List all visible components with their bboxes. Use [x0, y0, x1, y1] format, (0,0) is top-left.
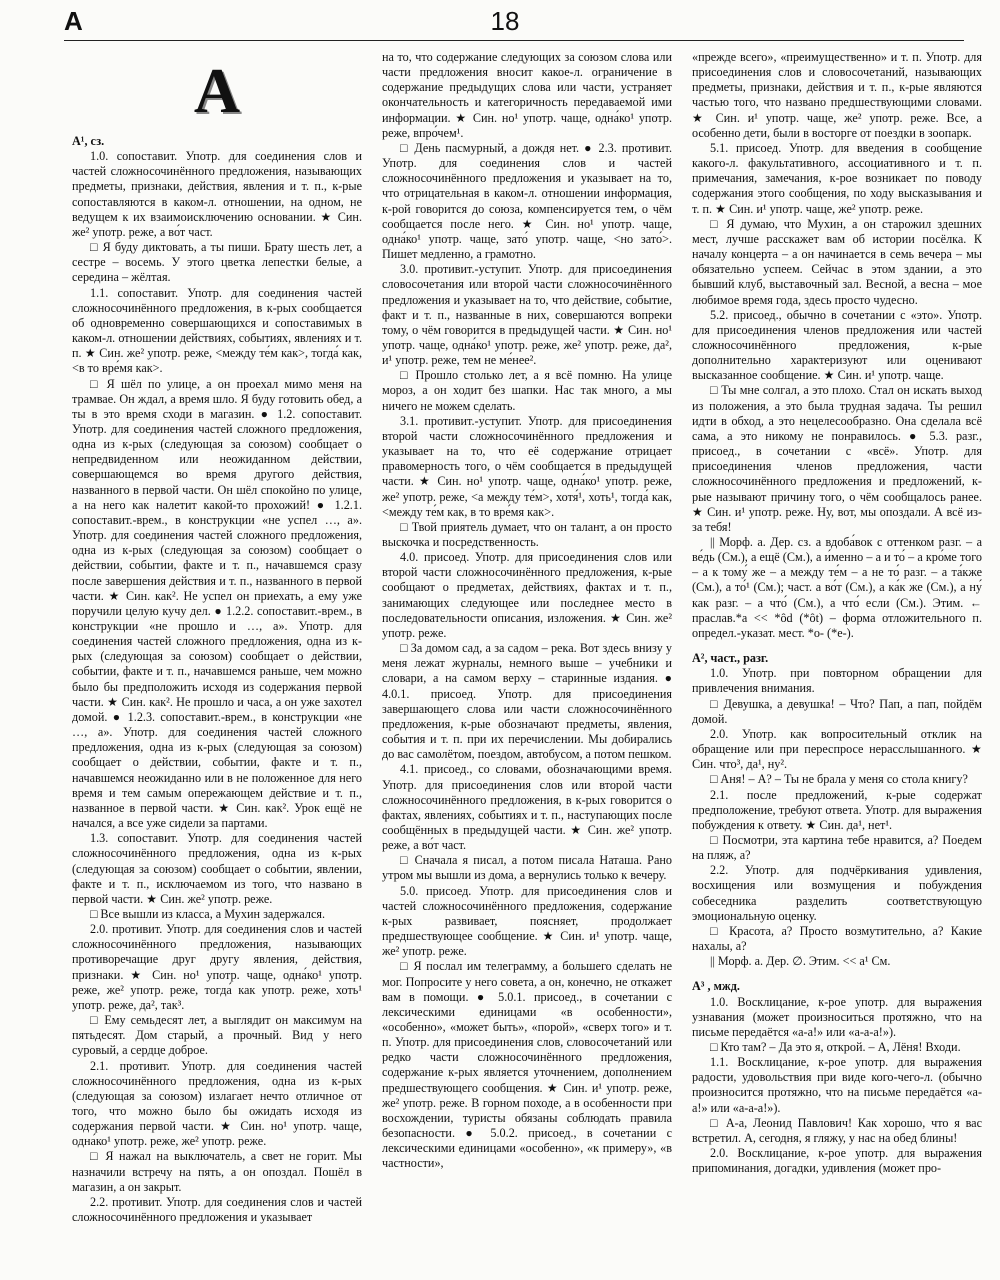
entry-paragraph: □ Твой приятель думает, что он талант, а он просто выскочка и посредственность. — [382, 519, 672, 549]
entry-paragraph: || Морф. а. Дер. сз. а вдоба́вок с оттенком разг. – а ве́дь (См.), а ещё (См.), а и́менно – а и то́ – а кро́ме того – а к тому́ же – а между те́м – а не то́ разг. – а та́кже (См.), а то́¹ (См.); част. а во́т (См.), а ка́к же (См.), а ну́ как разг. – а что́ (См.), а что́ если (См.). Этим. ← праслав.*а << *ôd (*ôt) – форма отложительного п. определ.-указат. мест. *о- (*е-). — [692, 535, 982, 640]
entry-paragraph: 1.0. Восклицание, к-рое употр. для выражения узнавания (может произноситься протяжно, что на письме передаётся «а-а!» или «а-а-а!»). — [692, 994, 982, 1039]
entry-paragraph: 4.1. присоед., со словами, обозначающими время. Употр. для присоединения слов или второй части сложносочинённого предложения, в к-рых говорится о фактах, явлениях, событиях и т. п., наступающих после сообщённых в предыдущей части. ★ Син. же² употр. реже, а во́т част. — [382, 762, 672, 853]
page-header — [0, 0, 1000, 42]
entry-paragraph: || Морф. а. Дер. ∅. Этим. << а¹ См. — [710, 954, 891, 969]
entry-headword: А¹, сз. — [72, 134, 105, 148]
running-head-letter: А — [64, 6, 83, 36]
dictionary-columns — [72, 50, 982, 1272]
header-rule — [64, 40, 964, 41]
entry-paragraph: □ Все вышли из класса, а Мухин задержался. — [90, 906, 326, 921]
entry-paragraph: □ Сначала я писал, а потом писала Наташа. Рано утром мы вышли из дома, а вернулись только к вечеру. — [382, 853, 672, 883]
entry-separator — [692, 969, 982, 979]
entry-paragraph: 3.1. противит.-уступит. Употр. для присоединения второй части сложносочинённого предложения и указывает на то, что её содержание отрицает правомерность того, о чём сообщается в предыдущей части. ★ Син. но¹ употр. чаще, одна́ко¹ употр. реже, же² употр. реже, <а между те́м>, хотя́¹, хоть¹, тогда́ как, <между те́м как, в то вре́мя как>. — [382, 413, 672, 519]
entry-paragraph: 3.0. противит.-уступит. Употр. для присоединения словосочетания или второй части сложносочинённого предложения и указывает на то, что действие, событие, факт и т. п., названные в них, совершаются вопреки тому, о чём говорится в предыдущей части. ★ Син. но¹ употр. чаще, одна́ко¹ употр. реже, же² употр. реже, да², и¹ употр. реже, тем не ме́нее². — [382, 262, 672, 368]
entry-paragraph: 1.1. сопоставит. Употр. для соединения частей сложносочинённого предложения, в к-рых сообщается об одновременно совершающихся и сопоставимых в каком-л. отношении действиях, событиях, явлениях и т. п. ★ Син. же² употр. реже, <между те́м как>, тогда́ как, <в то вре́мя как>. — [72, 285, 362, 376]
entry-paragraph: 1.3. сопоставит. Употр. для соединения частей сложносочинённого предложения, одна из к-рых (следующая за союзом) сообщает о событии, явлении, факте и т. п., исключаемом из того, что названо в первой части. ★ Син. же² употр. реже. — [72, 831, 362, 906]
entry-paragraph: 2.0. Восклицание, к-рое употр. для выражения припоминания, догадки, удивления (может про- — [692, 1146, 982, 1176]
entry-headword: А³ , мжд. — [692, 979, 740, 994]
entry-paragraph: □ Посмотри, эта картина тебе нравится, а? Поедем на пляж, а? — [692, 832, 982, 863]
entry-paragraph: 2.2. противит. Употр. для соединения слов и частей сложносочинённого предложения и указывает — [72, 1194, 362, 1225]
column-1 — [72, 50, 362, 1272]
entry-paragraph: □ Красота, а? Просто возмутительно, а? Какие нахалы, а? — [692, 923, 982, 954]
entry-paragraph: 5.2. присоед., обычно в сочетании с «это». Употр. для присоединения членов предложения или частей сложносочинённого предложения, к-рые дополнительно характеризуют или оценивают высказанное сообщение. ★ Син. и¹ употр. чаще. — [692, 307, 982, 383]
entry-paragraph: 2.0. Употр. как вопросительный отклик на обращение или при переспросе нерасслышанного. ★ Син. что³, да¹, ну². — [692, 726, 982, 772]
entry-paragraph: на то, что содержание следующих за союзом слова или части предложения вносит какое-л. ограничение в содержание предыдущих слова или части, устраняет окончательность и категоричность передаваемой ими информации. ★ Син. но¹ употр. чаще, одна́ко¹ употр. реже, впро́чем¹. — [382, 50, 672, 140]
section-initial-letter: А — [193, 55, 241, 126]
entry-headword: А², част., разг. — [692, 651, 769, 666]
entry-paragraph: □ Я буду диктовать, а ты пиши. Брату шесть лет, а сестре – восемь. У этого цветка лепестки белые, а серединa – жёлтая. — [72, 240, 362, 285]
column-2 — [382, 50, 672, 1272]
entry-paragraph: 4.0. присоед. Употр. для присоединения слов или второй части сложносочинённого предложения, к-рые сообщают о предметах, действиях, фактах и т. п., занимающих следующее или последнее место в последовательности описания, изложения. ★ Син. же² употр. реже. — [382, 550, 672, 640]
entry-paragraph: □ За домом сад, а за садом – река. Вот здесь внизу у меня лежат журналы, немного выше – учебники и словари, а на самом верху – старинные издания. ● 4.0.1. присоед. Употр. для присоединения завершающего слова или части сложносочинённого предложения, к-рые обозначают предметы, явления, события и т. п. при их перечислении. Мы добирались до вас самолётом, поездом, автобусом, а потом пешком. — [382, 641, 672, 762]
entry-paragraph: □ Прошло столько лет, а я всё помню. На улице мороз, а он ходит без шапки. Нас так много, а мы ничего не можем сделать. — [382, 368, 672, 413]
entry-paragraph: □ День пасмурный, а дождя нет. ● 2.3. противит. Употр. для соединения слов и частей сложносочинённого предложения и указывает на то, что отрицательная в каком-л. отношении информация, к-рой говорится до союза, компенсируется тем, о чём сообщается после него. ★ Син. но¹ употр. чаще, одна́ко¹ употр. чаще, зато́ употр. чаще, <но зато́>. Пишет медленно, а грамотно. — [382, 140, 672, 262]
entry-paragraph: 1.0. сопоставит. Употр. для соединения слов и частей сложносочинённого предложения, называющих предметы, признаки, действия, явления и т. п., к-рые сопоставляются в каком-л. отношении, на одном, не ведущем к их взаимоисключению основании. ★ Син. же² употр. реже, а во́т част. — [72, 149, 362, 239]
entry-paragraph: 2.0. противит. Употр. для соединения слов и частей сложносочинённого предложения, называющих противоречащие друг другу явления, действия, признаки. ★ Син. но¹ употр. чаще, одна́ко¹ употр. реже, же² употр. реже, тогда́ как употр. реже, хоть¹ употр. реже, да², так³. — [72, 922, 362, 1012]
entry-paragraph: 5.0. присоед. Употр. для присоединения слов и частей сложносочинённого предложения, содержание к-рых развивает, поясняет, продолжает предшествующее сообщение. ★ Син. и¹ употр. чаще, же² употр. реже. — [382, 883, 672, 959]
entry-paragraph: □ Я послал им телеграмму, а большего сделать не мог. Попросите у него совета, а он, конечно, не откажет вам в помощи. ● 5.0.1. присоед., в сочетании с лексическими единицами «в особенности», «особенно», «может быть», «порой», «сверх того» и т. п. Употр. для присоединения слов, словосочетаний или редко части сложносочинённого предложения, содержание к-рых является уточнением, дополнением предшествующего сообщения. ★ Син. и¹ употр. реже, же² употр. реже. В горном походе, а в особенности при восхождении, туристы обязаны соблюдать правила безопасности. ● 5.0.2. присоед., в сочетании с лексическими единицами «особенно», «к примеру», «в частности», — [382, 959, 672, 1171]
entry-paragraph: □ Девушка, а девушка! – Что? Пап, а пап, пойдём домой. — [692, 696, 982, 726]
entry-paragraph: 1.0. Употр. при повторном обращении для привлечения внимания. — [692, 666, 982, 696]
entry-paragraph: □ Я нажал на выключатель, а свет не горит. Мы назначили встречу на пять, а он опоздал. Пошёл в магазин, а он закрыт. — [72, 1149, 362, 1194]
entry-paragraph: 5.1. присоед. Употр. для введения в сообщение какого-л. факультативного, ассоциативного и т. п. примечания, замечания, к-рое возникает по поводу содержания этого сообщения, по ходу высказывания и т. п. ★ Син. и¹ употр. чаще, же² употр. реже. — [692, 140, 982, 216]
entry-separator — [692, 641, 982, 651]
entry-paragraph: □ Я шёл по улице, а он проехал мимо меня на трамвае. Он ждал, а время шло. Я буду готовить обед, а ты в это время сходи в магазин. ● 1.2. сопоставит. Употр. для соединения частей сложного предложения, одна из к-рых (следующая за союзом) сообщает о непредвиденном или неожиданном действии, совершающемся во время другого действия, названного в первой части. Он шёл спокойно по улице, а на него как налетит какой-то прохожий! ● 1.2.1. сопоставит.-врем., в конструкции «не успел …, а». Употр. для соединения частей сложного предложения, одна из к-рых (следующая за союзом) сообщает о действии, событии, факте и т. п., начавшемся сразу после завершения действия и т. п., названного в первой части. ★ Син. как². Не успел он приехать, а ему уже поручили целую кучу дел. ● 1.2.2. сопоставит.-врем., в конструкции «не прошло и …, а». Употр. для соединения частей сложного предложения, одна из к-рых (следующая за союзом) сообщает о действии, событии, факте и т. п., начавшемся раньше, чем можно было бы предположить исходя из содержания первой части. ★ Син. как². Не прошло и часа, а он уже захотел домой. ● 1.2.3. сопоставит.-врем., в конструкции «не …, а». Употр. для соединения частей сложного предложения, одна из к-рых (следующая за союзом) сообщает о действии, событии, факте и т. п., начавшемся неожиданно или в не положенное для него время и тем самым опережающем действие и т. п., названное в первой части. ★ Син. как². Урок ещё не начался, а все уже сидели за партами. — [72, 376, 362, 831]
entry-paragraph: 2.1. после предложений, к-рые содержат предположение, требуют ответа. Употр. для выражения побуждения к ответу. ★ Син. да¹, нет¹. — [692, 787, 982, 832]
entry-paragraph: «прежде всего», «преимущественно» и т. п. Употр. для присоединения слов и словосочетаний, называющих предметы, признаки, действия и т. п., к-рые являются частью того, что названо предшествующими словами. ★ Син. и¹ употр. чаще, же² употр. реже. Все, а особенно дети, были в восторге от поездки в зоопарк. — [692, 50, 982, 140]
page-number: 18 — [490, 6, 520, 36]
entry-paragraph: □ Аня! – А? – Ты не брала у меня со стола книгу? — [710, 772, 968, 787]
entry-paragraph: 1.1. Восклицание, к-рое употр. для выражения радости, удовольствия при виде кого-чего-л. (обычно произносится протяжно, что на письме передаётся «а-а!» или «а-а-а!»). — [692, 1055, 982, 1115]
column-3 — [692, 50, 982, 1272]
entry-paragraph: □ Кто там? – Да это я, открой. – А, Лёня! Входи. — [710, 1040, 961, 1054]
entry-paragraph: □ Ты мне солгал, а это плохо. Стал он искать выход из положения, а это была трудная задача. Ты решил идти в обход, а это нецелесообразно. Она сделала всё сама, а это никому не понравилось. ● 5.3. разг., присоед., в сочетании с «всё». Употр. для присоединения членов предложения, части сложносочинённого предложения и предложений, к-рые называют причину того, о чём сообщалось ранее. ★ Син. и¹ употр. реже. Ну, вот, мы опоздали. А всё из-за тебя! — [692, 383, 982, 534]
entry-paragraph: □ Ему семьдесят лет, а выглядит он максимум на пятьдесят. Дом старый, а прочный. Вид у него суровый, а сердце доброе. — [72, 1013, 362, 1058]
entry-paragraph: 2.1. противит. Употр. для соединения частей сложносочинённого предложения, одна из к-рых (следующая за союзом) излагает нечто отличное от того, что можно было бы ожидать исходя из содержания первой части. ★ Син. но¹ употр. чаще, одна́ко¹ употр. реже, же² употр. реже. — [72, 1058, 362, 1149]
entry-paragraph: □ А-а, Леонид Павлович! Как хорошо, что я вас встретил. А, сегодня, я гляжу, у нас на обед блины! — [692, 1115, 982, 1145]
entry-paragraph: □ Я думаю, что Мухин, а он старожил здешних мест, лучше расскажет вам об истории посёлка. К началу концерта – а он начинается в семь вечера – мы обязательно успеем. Сейчас в этом здании, а это бывший клуб, выставочный зал. Весной, а весна – мое любимое время года, здесь просто чудесно. — [692, 216, 982, 307]
entry-paragraph: 2.2. Употр. для подчёркивания удивления, восхищения или возмущения и побуждения собеседника разделить соответствующую эмоциональную оценку. — [692, 863, 982, 923]
